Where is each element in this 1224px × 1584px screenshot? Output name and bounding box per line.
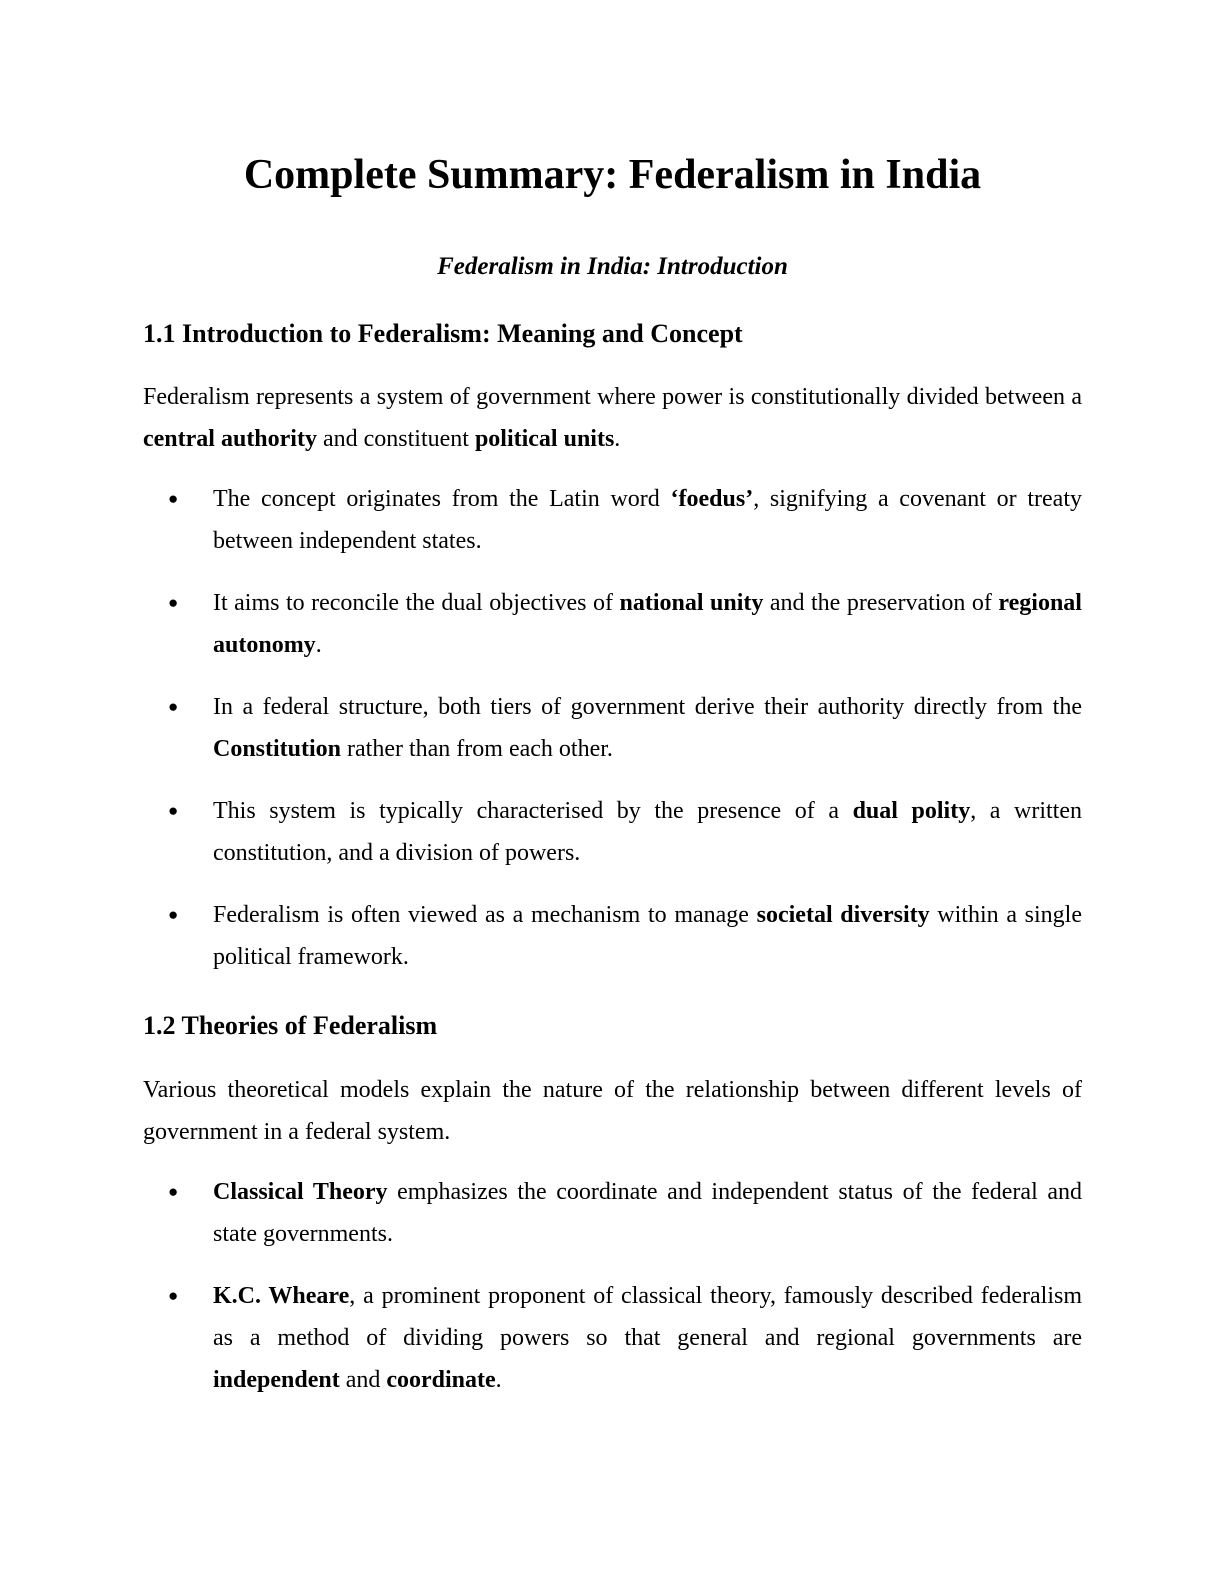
bullet-icon: ● — [168, 1285, 179, 1305]
list-item — [168, 894, 1082, 978]
list-item-text: Classical Theory emphasizes the coordinate and independent status of the federal and state governments. — [213, 1178, 1082, 1247]
list-item — [168, 1171, 1082, 1255]
section-heading: 1.1 Introduction to Federalism: Meaning and Concept — [143, 318, 743, 348]
bullet-icon: ● — [168, 593, 179, 613]
list-item — [168, 686, 1082, 770]
bullet-icon: ● — [168, 1181, 179, 1201]
bullet-list — [143, 478, 1082, 978]
paragraph: Various theoretical models explain the nature of the relationship between different levels of government in a federal system. — [143, 1076, 1082, 1145]
bullet-list — [143, 1171, 1082, 1401]
section-heading: 1.2 Theories of Federalism — [143, 1011, 438, 1041]
list-item — [168, 582, 1082, 666]
list-item-text: The concept originates from the Latin word ‘foedus’, signifying a covenant or treaty between independent states. — [213, 486, 1082, 555]
section-introduction-to-federalism — [143, 316, 1082, 978]
section-theories-of-federalism — [143, 1008, 1082, 1400]
list-item-text: Federalism is often viewed as a mechanism to manage societal diversity within a single political framework. — [213, 902, 1082, 971]
paragraph: Federalism represents a system of government where power is constitutionally divided between a central authority and constituent political units. — [143, 384, 1082, 453]
page-subtitle: Federalism in India: Introduction — [437, 253, 788, 281]
list-item-text: It aims to reconcile the dual objectives of national unity and the preservation of regional autonomy. — [213, 590, 1082, 659]
list-item-text: In a federal structure, both tiers of government derive their authority directly from the Constitution rather than from each other. — [213, 694, 1082, 763]
bullet-icon: ● — [168, 905, 179, 925]
bullet-icon: ● — [168, 489, 179, 509]
list-item — [168, 790, 1082, 874]
bullet-icon: ● — [168, 697, 179, 717]
list-item-text: K.C. Wheare, a prominent proponent of classical theory, famously described federalism as a method of dividing powers so that general and regional governments are independent and coordinate. — [213, 1282, 1083, 1393]
page-title: Complete Summary: Federalism in India — [243, 152, 982, 198]
list-item-text: This system is typically characterised by the presence of a dual polity, a written constitution, and a division of powers. — [213, 798, 1082, 867]
bullet-icon: ● — [168, 801, 179, 821]
list-item — [168, 1275, 1083, 1401]
list-item — [168, 478, 1082, 562]
